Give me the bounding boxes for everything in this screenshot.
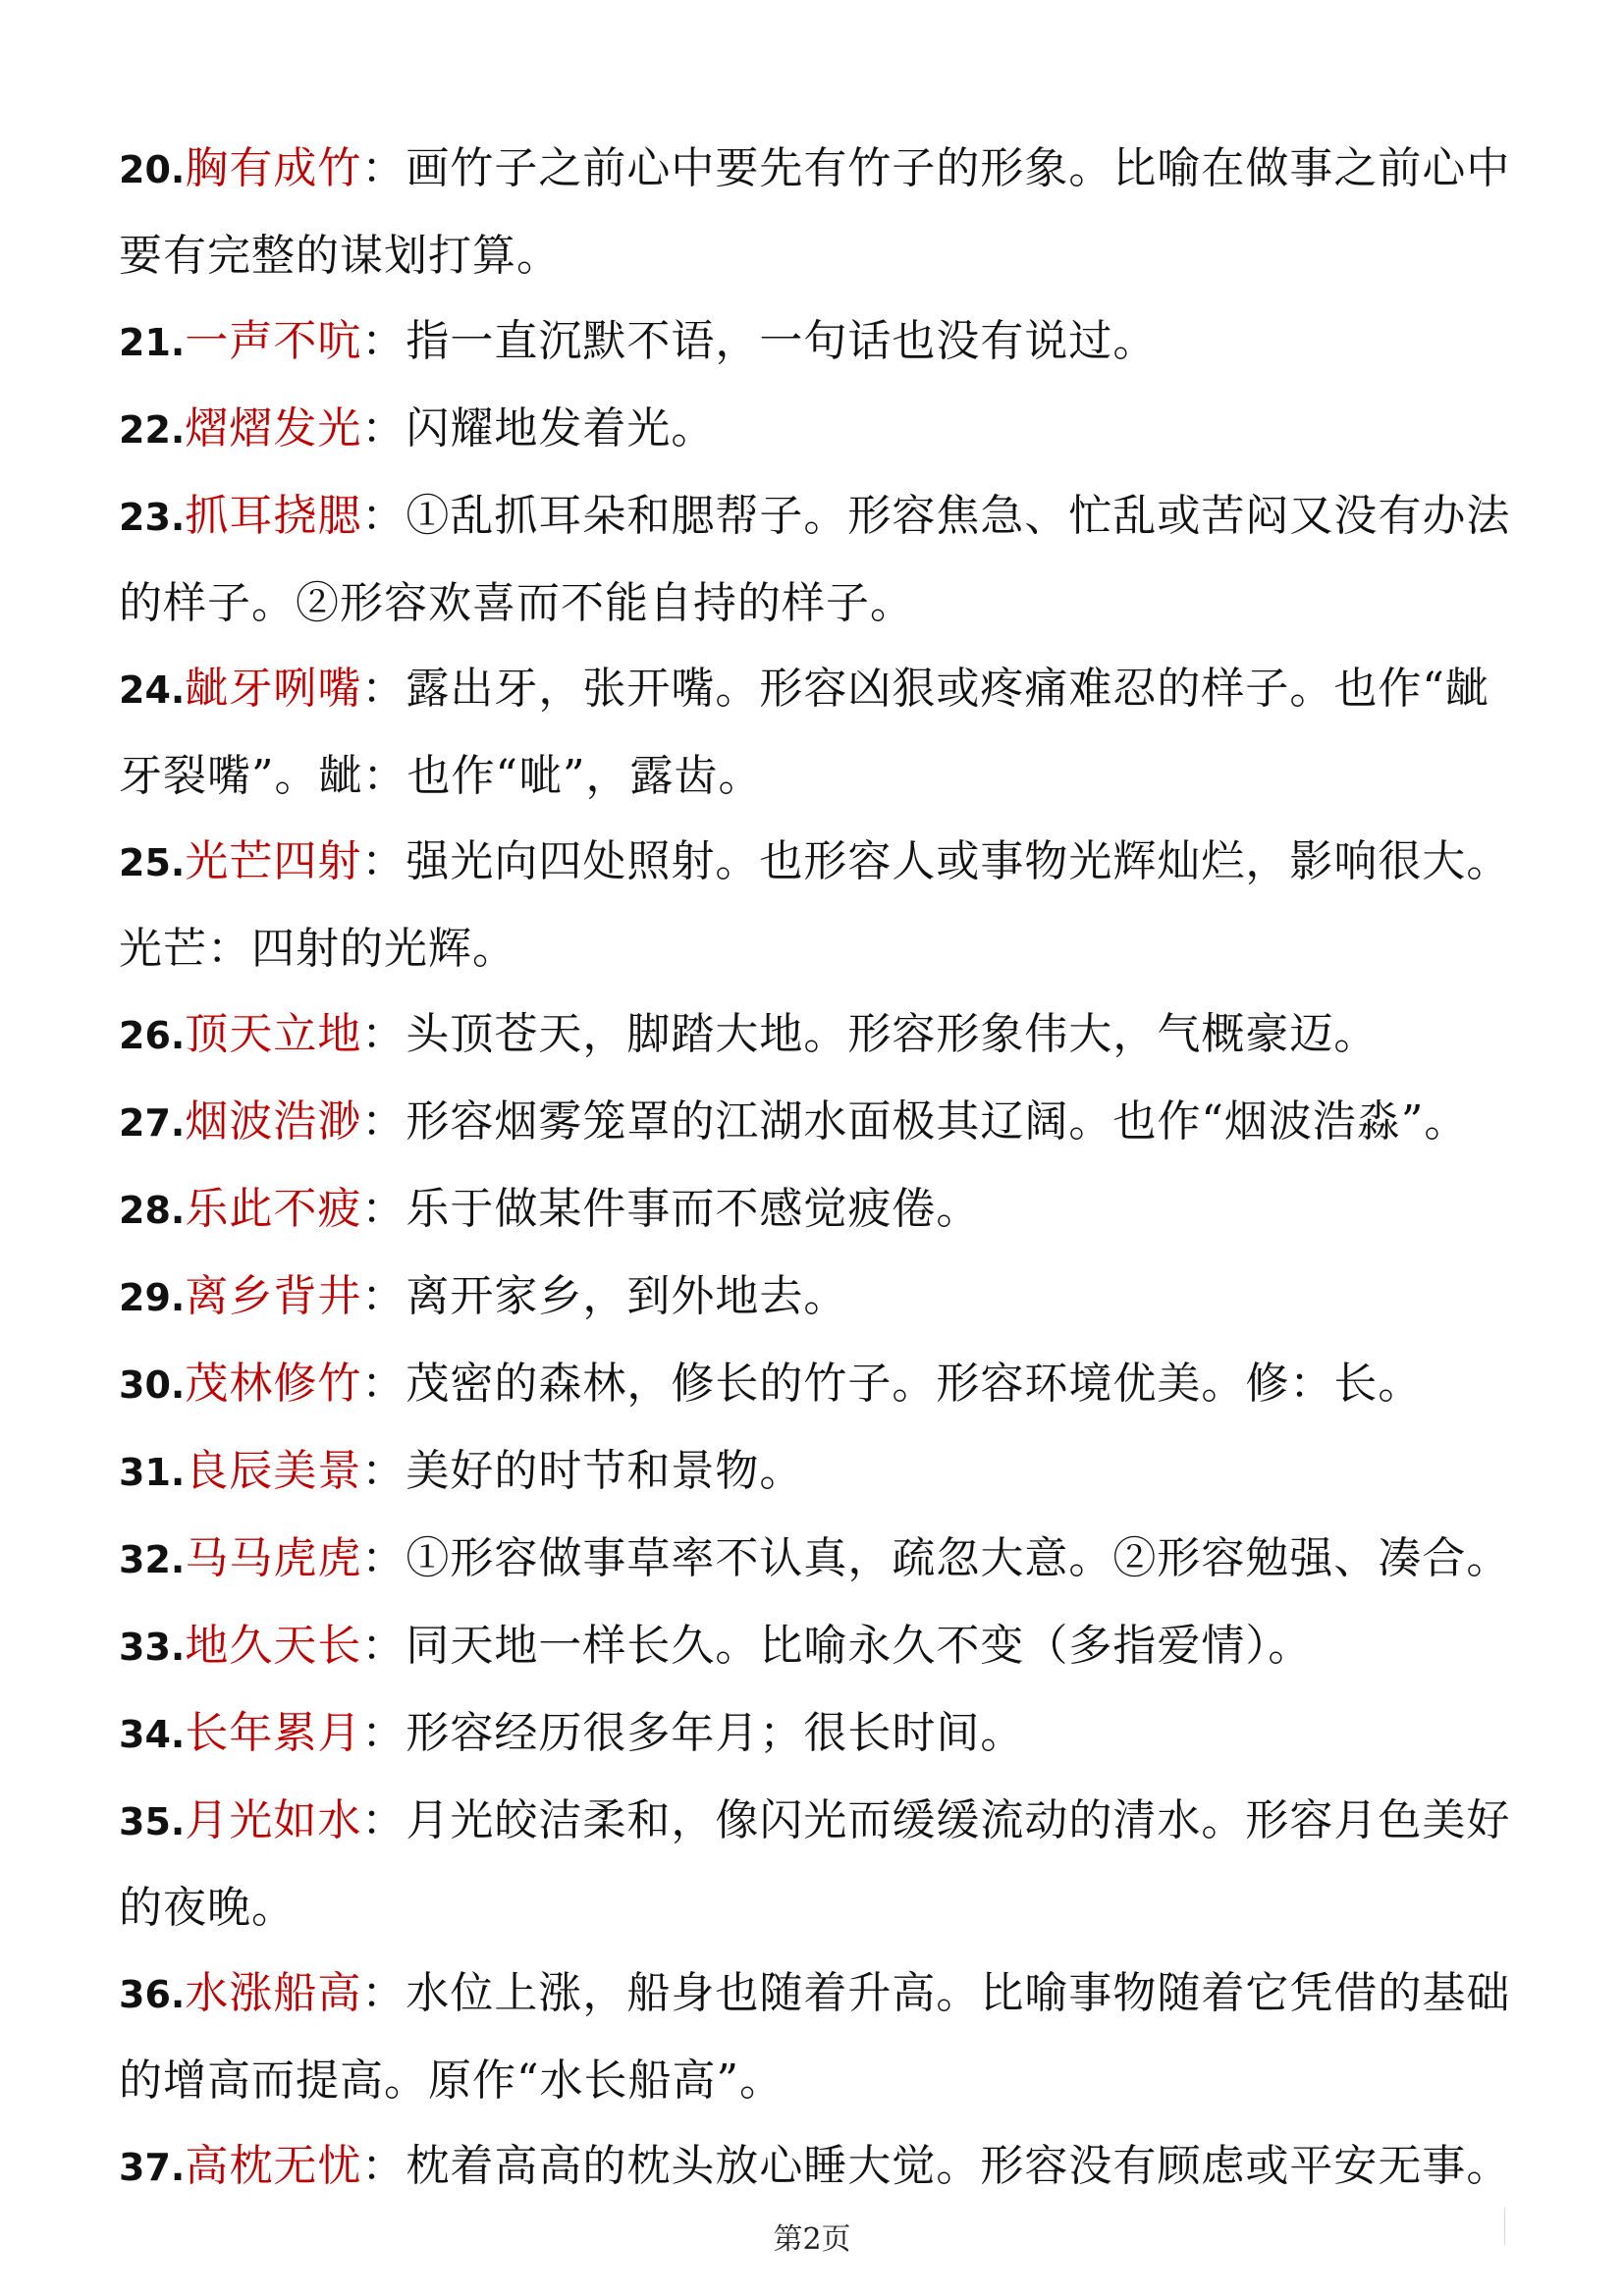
idiom-entry-25 xyxy=(119,819,1513,991)
entry-number: 21. xyxy=(119,321,186,364)
idiom-term: 马马虎虎 xyxy=(185,1533,362,1583)
entry-colon: ： xyxy=(361,1096,406,1147)
entry-colon: ： xyxy=(361,1446,406,1496)
entry-number: 34. xyxy=(119,1713,186,1756)
entry-number: 31. xyxy=(119,1451,186,1494)
entry-colon: ： xyxy=(361,664,406,714)
idiom-entry-20 xyxy=(119,126,1513,298)
entry-colon: ： xyxy=(361,491,406,541)
idiom-definition: 形容烟雾笼罩的江湖水面极其辽阔。也作“烟波浩淼”。 xyxy=(406,1096,1469,1147)
idiom-definition: 乐于做某件事而不感觉疲倦。 xyxy=(406,1184,981,1234)
idiom-definition: ①乱抓耳朵和腮帮子。形容焦急、忙乱或苦闷又没有办法的样子。②形容欢喜而不能自持的样子。 xyxy=(119,491,1511,628)
idiom-entry-30 xyxy=(119,1341,1513,1428)
idiom-definition: 枕着高高的枕头放心睡大觉。形容没有顾虑或平安无事。 xyxy=(406,2141,1511,2191)
idiom-entry-22 xyxy=(119,386,1513,473)
idiom-term: 胸有成竹 xyxy=(185,143,362,193)
entry-number: 37. xyxy=(119,2146,186,2189)
idiom-definition: ①形容做事草率不认真，疏忽大意。②形容勉强、凑合。 xyxy=(406,1533,1511,1583)
entry-colon: ： xyxy=(361,1184,406,1234)
idiom-list xyxy=(119,126,1513,2211)
idiom-entry-23 xyxy=(119,473,1513,646)
entry-colon: ： xyxy=(361,1968,406,2018)
idiom-term: 熠熠发光 xyxy=(185,403,362,454)
idiom-definition: 强光向四处照射。也形容人或事物光辉灿烂，影响很大。光芒：四射的光辉。 xyxy=(119,836,1511,974)
idiom-term: 茂林修竹 xyxy=(185,1359,362,1409)
idiom-entry-28 xyxy=(119,1166,1513,1254)
idiom-entry-36 xyxy=(119,1950,1513,2123)
entry-colon: ： xyxy=(361,1533,406,1583)
idiom-definition: 露出牙，张开嘴。形容凶狠或疼痛难忍的样子。也作“龇牙裂嘴”。龇：也作“呲”，露齿。 xyxy=(119,664,1489,801)
idiom-term: 良辰美景 xyxy=(185,1446,362,1496)
entry-colon: ： xyxy=(361,316,406,366)
idiom-term: 长年累月 xyxy=(185,1708,362,1758)
entry-colon: ： xyxy=(361,403,406,454)
entry-colon: ： xyxy=(361,143,406,193)
idiom-term: 一声不吭 xyxy=(185,316,362,366)
idiom-term: 抓耳挠腮 xyxy=(185,491,362,541)
entry-number: 26. xyxy=(119,1014,186,1057)
idiom-term: 烟波浩渺 xyxy=(185,1096,362,1147)
idiom-term: 龇牙咧嘴 xyxy=(185,664,362,714)
idiom-term: 水涨船高 xyxy=(185,1968,362,2018)
idiom-definition: 形容经历很多年月；很长时间。 xyxy=(406,1708,1025,1758)
entry-number: 24. xyxy=(119,668,186,712)
page-number: 第2页 xyxy=(773,2222,851,2257)
entry-colon: ： xyxy=(361,1708,406,1758)
idiom-definition: 头顶苍天，脚踏大地。形容形象伟大，气概豪迈。 xyxy=(406,1009,1379,1059)
entry-colon: ： xyxy=(361,1621,406,1671)
entry-number: 33. xyxy=(119,1626,186,1669)
idiom-entry-31 xyxy=(119,1428,1513,1516)
idiom-term: 高枕无忧 xyxy=(185,2141,362,2191)
entry-colon: ： xyxy=(361,1359,406,1409)
idiom-definition: 闪耀地发着光。 xyxy=(406,403,716,454)
idiom-definition: 美好的时节和景物。 xyxy=(406,1446,804,1496)
idiom-term: 顶天立地 xyxy=(185,1009,362,1059)
idiom-definition: 同天地一样长久。比喻永久不变（多指爱情）。 xyxy=(406,1621,1313,1671)
idiom-definition: 离开家乡，到外地去。 xyxy=(406,1271,848,1321)
idiom-entry-37 xyxy=(119,2123,1513,2211)
entry-number: 27. xyxy=(119,1101,186,1145)
entry-number: 28. xyxy=(119,1189,186,1232)
idiom-definition: 茂密的森林，修长的竹子。形容环境优美。修：长。 xyxy=(406,1359,1423,1409)
idiom-term: 地久天长 xyxy=(185,1621,362,1671)
entry-colon: ： xyxy=(361,1271,406,1321)
entry-number: 23. xyxy=(119,496,186,539)
entry-number: 25. xyxy=(119,841,186,884)
entry-number: 32. xyxy=(119,1538,186,1581)
idiom-definition: 水位上涨，船身也随着升高。比喻事物随着它凭借的基础的增高而提高。原作“水长船高”。 xyxy=(119,1968,1511,2106)
idiom-term: 光芒四射 xyxy=(185,836,362,886)
idiom-entry-32 xyxy=(119,1516,1513,1603)
entry-number: 20. xyxy=(119,148,186,191)
idiom-definition: 指一直沉默不语，一句话也没有说过。 xyxy=(406,316,1158,366)
idiom-entry-34 xyxy=(119,1690,1513,1778)
idiom-entry-29 xyxy=(119,1254,1513,1341)
entry-number: 36. xyxy=(119,1973,186,2016)
idiom-definition: 月光皎洁柔和，像闪光而缓缓流动的清水。形容月色美好的夜晚。 xyxy=(119,1795,1511,1933)
entry-colon: ： xyxy=(361,1795,406,1845)
entry-number: 30. xyxy=(119,1363,186,1407)
entry-colon: ： xyxy=(361,836,406,886)
idiom-entry-26 xyxy=(119,991,1513,1079)
entry-number: 29. xyxy=(119,1276,186,1319)
idiom-term: 离乡背井 xyxy=(185,1271,362,1321)
idiom-entry-21 xyxy=(119,298,1513,386)
idiom-entry-35 xyxy=(119,1778,1513,1950)
entry-number: 22. xyxy=(119,408,186,452)
entry-colon: ： xyxy=(361,2141,406,2191)
idiom-term: 乐此不疲 xyxy=(185,1184,362,1234)
idiom-entry-27 xyxy=(119,1079,1513,1166)
idiom-term: 月光如水 xyxy=(185,1795,362,1845)
entry-number: 35. xyxy=(119,1800,186,1843)
idiom-entry-33 xyxy=(119,1603,1513,1690)
idiom-entry-24 xyxy=(119,646,1513,819)
idiom-definition: 画竹子之前心中要先有竹子的形象。比喻在做事之前心中要有完整的谋划打算。 xyxy=(119,143,1511,281)
entry-colon: ： xyxy=(361,1009,406,1059)
margin-divider xyxy=(1504,2208,1505,2245)
